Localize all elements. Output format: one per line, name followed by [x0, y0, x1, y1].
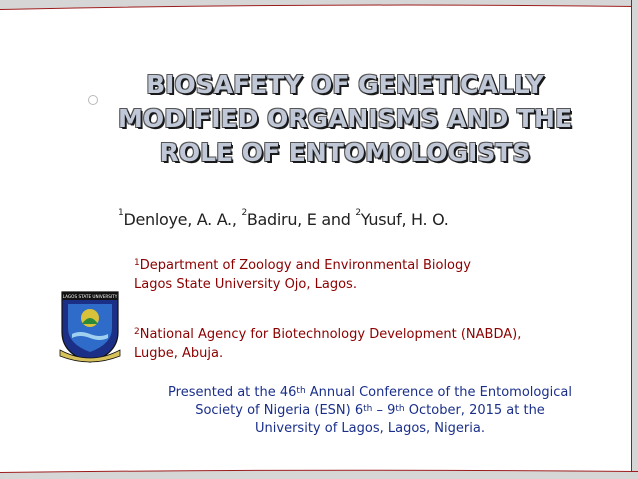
presented-line-1: [130, 384, 610, 402]
affiliation-2-mark: 2: [134, 327, 140, 337]
frame-bottom-border: [0, 465, 638, 479]
author-2-name: Badiru, E: [246, 210, 317, 229]
affiliation-2-line-2: Lugbe, Abuja.: [134, 346, 224, 361]
presented-line-2-mid: – 9: [372, 403, 396, 418]
presented-line-2: [130, 402, 610, 420]
presented-line-1-rest: Annual Conference of the Entomological: [305, 385, 572, 400]
presented-line-2-sup-1: th: [363, 404, 373, 414]
frame-right-border: [624, 0, 638, 479]
presentation-note: [130, 384, 610, 438]
title-line-1: BIOSAFETY OF GENETICALLY: [146, 70, 544, 99]
affiliation-1-line-1: Department of Zoology and Environmental Biology: [139, 258, 471, 273]
affiliation-2-line-1: National Agency for Biotechnology Development (NABDA),: [139, 327, 522, 342]
presented-line-2-text: Society of Nigeria (ESN) 6: [195, 403, 364, 418]
affiliation-2: [134, 325, 594, 363]
authors-and: and: [321, 210, 351, 229]
presented-line-3: University of Lagos, Lagos, Nigeria.: [255, 421, 485, 436]
author-1-name: Denloye, A. A.,: [123, 210, 237, 229]
author-1-mark: 1: [118, 208, 124, 218]
presented-line-2-rest: October, 2015 at the: [404, 403, 545, 418]
author-3-mark: 2: [355, 208, 361, 218]
authors-line: [118, 210, 449, 229]
affiliation-1: [134, 256, 574, 294]
presented-line-2-sup-2: th: [395, 404, 405, 414]
presented-line-1-sup: th: [296, 386, 306, 396]
title-line-3: ROLE OF ENTOMOLOGISTS: [159, 138, 531, 167]
frame-top-border: [0, 0, 638, 14]
affiliation-1-mark: 1: [134, 258, 140, 268]
author-3-name: Yusuf, H. O.: [360, 210, 449, 229]
university-crest-icon: [58, 288, 122, 364]
presented-line-1-text: Presented at the 46: [168, 385, 297, 400]
title-line-2: MODIFIED ORGANISMS AND THE: [117, 104, 573, 133]
logo-text: LAGOS STATE UNIVERSITY: [62, 294, 118, 299]
affiliation-1-line-2: Lagos State University Ojo, Lagos.: [134, 277, 357, 292]
author-2-mark: 2: [241, 208, 247, 218]
slide-title: [80, 68, 610, 170]
